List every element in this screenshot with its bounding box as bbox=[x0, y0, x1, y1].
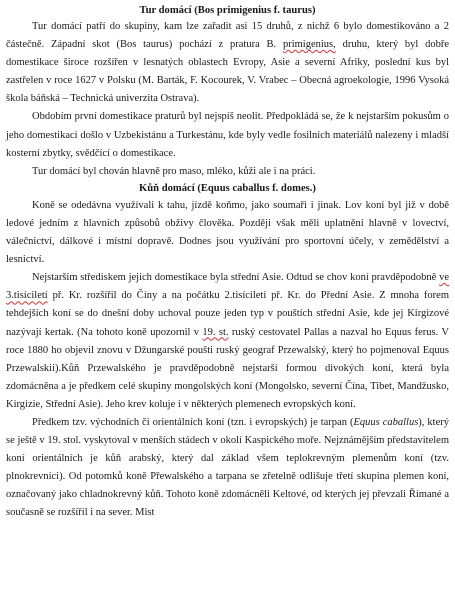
spellcheck-word: ve 3.tisíciletí bbox=[6, 272, 449, 302]
paragraph bbox=[6, 18, 449, 108]
title-text: Tur domácí (Bos primigenius f. taurus) bbox=[139, 5, 316, 16]
text-run: Předkem tzv. východních či orientálních koní (tzn. i evropských) je tarpan ( bbox=[32, 416, 354, 428]
paragraph: Koně se odedávna využívali k tahu, jízdě koňmo, jako soumaři i jinak. Lov koní byl již v době ledové jedním z hlavních způsobů obživy člověka. Později však měli uplatnění hlavně v lovectví, válečnictví, dálkové i místní dopravě. Dodnes jsou využívání pro sportovní účely, v zemědělství a lesnictví. bbox=[6, 199, 449, 266]
spellcheck-word: 19. st. bbox=[202, 326, 229, 338]
text-run: ), který se ještě v 19. stol. vyskytoval v menších stádech v okolí Kaspického moře. Nejznámějším představitelem koní orientálních je kůň arabský, který dal základ všem teplokrevným plemenům koní (tzv. plnokrevníci). Od potomků koně Přewalského a tarpana se zřetelně odlišuje třetí skupina plemen koní, označovaný jako chladnokrevný kůň. Tohoto koně zdomácněli Keltové, od kterých jej převzali Římané a současně se rozšířil i na sever. Mist bbox=[6, 416, 449, 519]
paragraph bbox=[6, 414, 449, 523]
text-run: př. Kr. rozšířil do Číny a na počátku 2.tisíciletí př. Kr. do Přední Asie. Z mnoha forem tehdejších koní se do dnešní doby uchoval pouze jeden typ v pouštích střední Asie, kde jej Kirgizové nazývají kertak. (Na tohoto koně upozornil v bbox=[6, 290, 449, 338]
section-title-cattle bbox=[6, 4, 449, 18]
italic-species: Equus caballus bbox=[353, 416, 419, 428]
text-run: Nejstarším střediskem jejich domestikace byla střední Asie. Odtud se chov koní pravděpodobně bbox=[32, 272, 440, 284]
section-title-horse bbox=[6, 181, 449, 197]
text-run: Tur domácí patří do skupiny, kam lze zařadit asi 15 druhů, z nichž 6 bylo domestikováno a 2 částečně. Západní skot (Bos taurus) pochází z pratura B. bbox=[6, 21, 449, 51]
text-run: druhu, který byl dobře domestikace široce rozšířen v lesnatých oblastech Evropy, Asie a severní Afriky, poslední kus byl zastřelen v roce 1627 v Polsku (M. Barták, F. Kocourek, V. Vrabec – Obecná agroekologie, 1996 Vysoká škola báňská – Technická univerzita Ostrava). bbox=[6, 39, 449, 105]
spellcheck-word: primigenius, bbox=[282, 39, 336, 51]
paragraph: Obdobím první domestikace praturů byl nejspíš neolit. Předpokládá se, že k nejstarším pokusům o jeho domestikaci došlo v Uzbekistánu a Turkestánu, kde byly vedle fosilních materiálů nalezeny i mladší kosterní zbytky, svědčící o domestikace. bbox=[6, 111, 449, 159]
text-run: ruský cestovatel Pallas a nazval ho Equus ferus. V roce 1880 ho objevil znovu v Džungarské poušti ruský geograf Przewalský, který ho pojmenoval Equus Przewalskii).Kůň Przewalského je pravděpodobně nejstarší formou divokých koní, která byla zdomácněna a je předkem celé skupiny mongolských koní (Mongolsko, severní Čína, Tibet, Mandžusko, Kirgizie, Střední Asie). Jeho krev koluje i v některých plemenech evropských koní. bbox=[6, 326, 449, 410]
paragraph: Tur domácí byl chován hlavně pro maso, mléko, kůži ale i na práci. bbox=[32, 165, 316, 177]
paragraph bbox=[6, 269, 449, 414]
title-text: Kůň domácí (Equus caballus f. domes.) bbox=[139, 182, 316, 194]
